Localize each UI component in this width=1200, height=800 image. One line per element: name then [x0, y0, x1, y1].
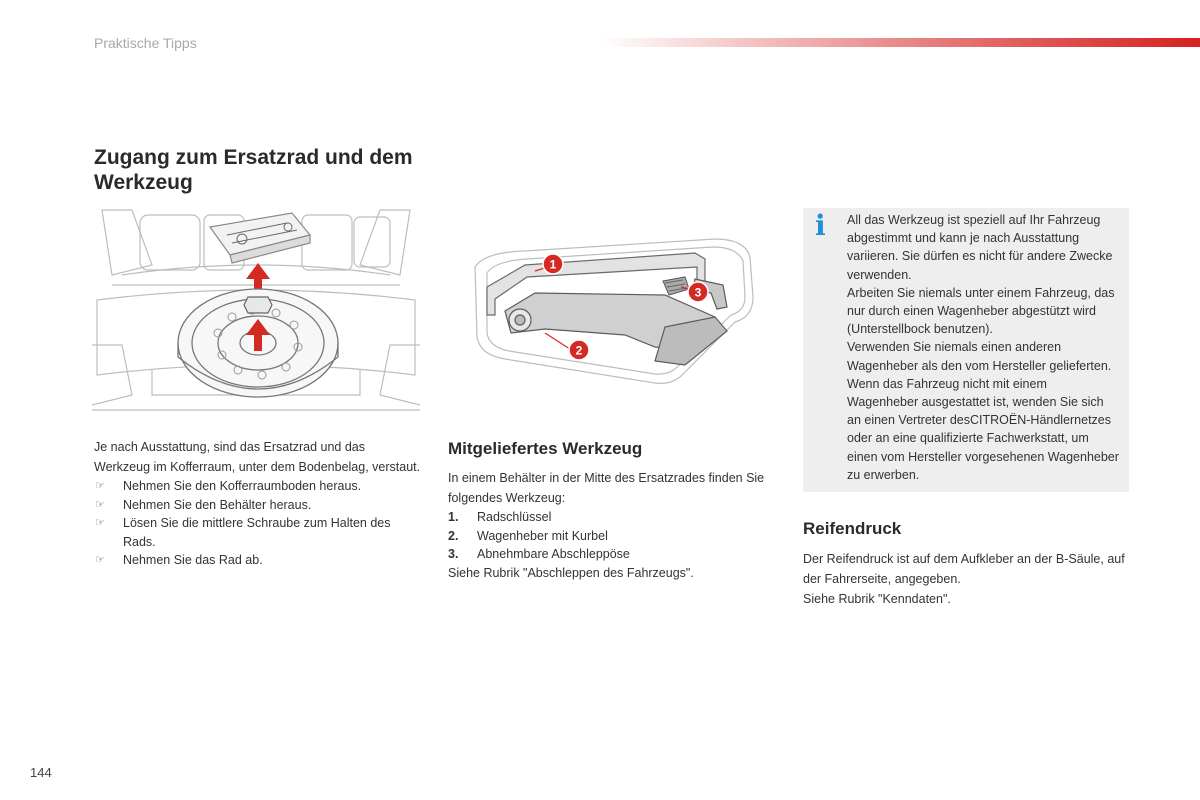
list-item: 3. Abnehmbare Abschleppöse: [448, 547, 630, 561]
tire-pressure-text: Der Reifendruck ist auf dem Aufkleber an der B-Säule, auf der Fahrerseite, angegeben.: [803, 552, 1125, 587]
callout-1: [543, 254, 563, 274]
pointing-hand-icon: ☞: [95, 554, 105, 566]
callout-2: [569, 340, 589, 360]
tools-intro: In einem Behälter in der Mitte des Ersatzrades finden Sie folgendes Werkzeug:: [448, 471, 765, 505]
info-paragraph: Arbeiten Sie niemals unter einem Fahrzeug, das nur durch einen Wagenheber abgestützt wird (Unterstellbock benutzen).: [847, 285, 1115, 337]
list-item: 2. Wagenheber mit Kurbel: [448, 528, 608, 543]
page-number: 144: [30, 765, 52, 780]
towing-reference: Siehe Rubrik "Abschleppen des Fahrzeugs".: [448, 565, 694, 580]
svg-text:3: 3: [694, 285, 702, 300]
pointing-hand-icon: ☞: [95, 480, 105, 492]
svg-text:2: 2: [575, 343, 583, 358]
intro-text: Je nach Ausstattung, sind das Ersatzrad und das Werkzeug im Kofferraum, unter dem Bodenbelag, verstaut.: [94, 440, 421, 474]
info-box: [803, 208, 1129, 492]
list-item: ☞ Lösen Sie die mittlere Schraube zum Halten des Rads.: [95, 516, 391, 549]
info-icon: i: [815, 209, 826, 242]
right-column: [803, 208, 1129, 609]
list-item: ☞ Nehmen Sie den Behälter heraus.: [94, 496, 424, 515]
info-paragraph: Verwenden Sie niemals einen anderen Wagenheber als den vom Hersteller gelieferten. Wenn das Fahrzeug nicht mit einem Wagenheber ausgestattet ist, wenden Sie sich an einen Vertreter desCITROËN-Händlernetzes oder an eine qualifizierte Fachwerkstatt, um einen vom Hersteller vorgesehenen Wagenheber zu erwerben.: [847, 340, 1119, 482]
header-accent-bar: [600, 38, 1200, 47]
tools-illustration: [465, 237, 755, 387]
tire-pressure-reference: Siehe Rubrik "Kenndaten".: [803, 592, 951, 607]
steps-list: [94, 477, 424, 570]
tools-heading: Mitgeliefertes Werkzeug: [448, 439, 643, 458]
list-item: 1. Radschlüssel: [448, 510, 552, 524]
tire-pressure-heading: Reifendruck: [803, 519, 902, 539]
tools-list: [448, 508, 783, 564]
trunk-spare-wheel-illustration: [92, 205, 420, 423]
middle-column: [448, 437, 783, 582]
pointing-hand-icon: ☞: [95, 517, 105, 529]
pointing-hand-icon: ☞: [95, 498, 105, 511]
left-column: [94, 437, 424, 570]
header-section-label: Praktische Tipps: [94, 35, 197, 51]
tire-pressure-section: [803, 518, 1129, 609]
list-item: ☞ Nehmen Sie das Rad ab.: [94, 551, 424, 570]
list-item: ☞ Nehmen Sie den Kofferraumboden heraus.: [94, 477, 424, 496]
info-paragraph: All das Werkzeug ist speziell auf Ihr Fahrzeug abgestimmt und kann je nach Ausstattung variieren. Sie dürfen es nicht für andere Zwecke verwenden.: [847, 213, 1113, 282]
callout-3: [688, 282, 708, 302]
page-title: Zugang zum Ersatzrad und dem Werkzeug: [94, 146, 413, 194]
svg-text:1: 1: [549, 257, 557, 272]
